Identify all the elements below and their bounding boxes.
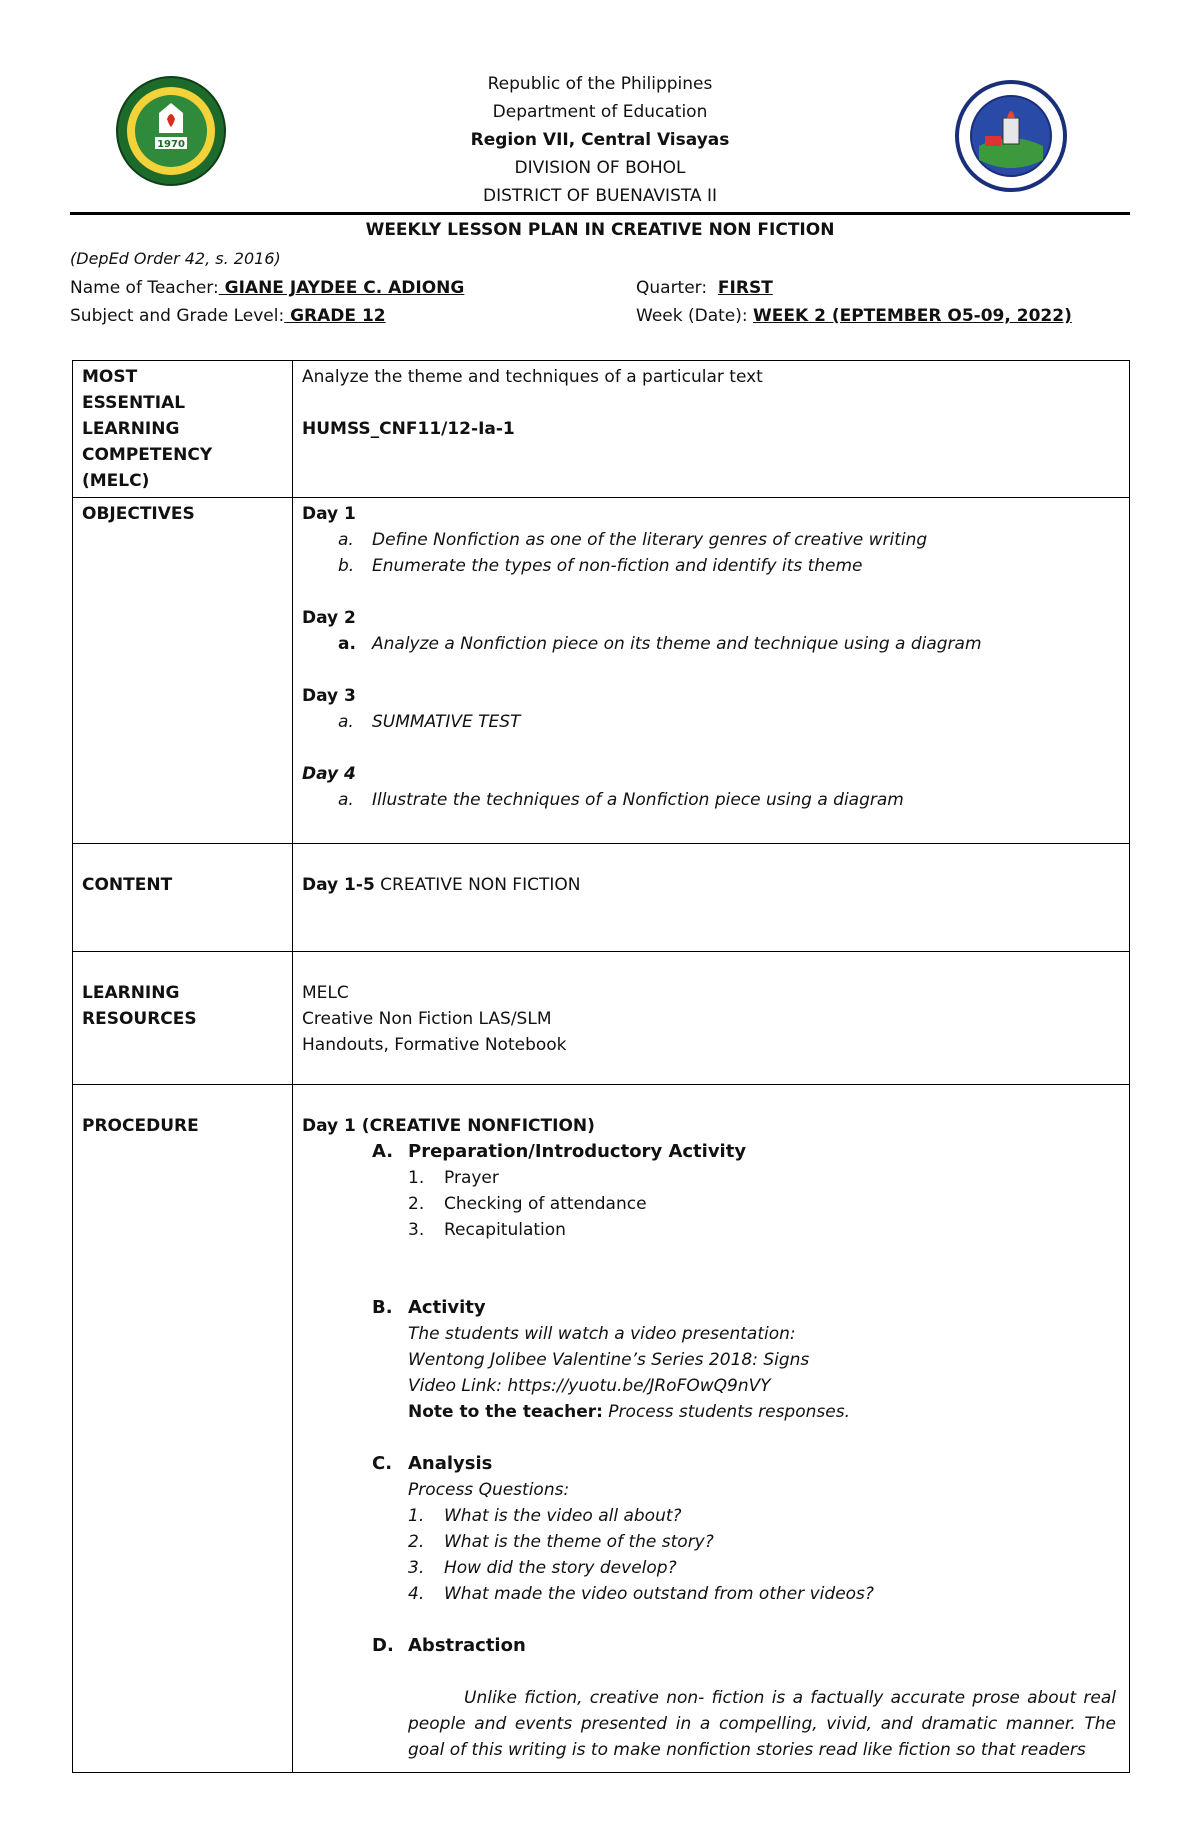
content-day: Day 1-5 — [302, 875, 375, 895]
plan-title: WEEKLY LESSON PLAN IN CREATIVE NON FICTION — [365, 220, 835, 240]
week-value: WEEK 2 (EPTEMBER O5-09, 2022) — [753, 306, 1072, 326]
objective-item: a. Define Nonfiction as one of the literary genres of creative writing — [338, 530, 928, 550]
melc-label-line: MOST — [82, 367, 138, 387]
analysis-intro: Process Questions: — [408, 1480, 570, 1500]
objectives-day: Day 1 — [302, 504, 356, 524]
letterhead-line-2: Department of Education — [492, 102, 708, 122]
content-label: CONTENT — [73, 844, 293, 952]
school-seal-logo — [115, 75, 227, 187]
process-question: 4. What made the video outstand from other videos? — [408, 1584, 874, 1604]
subject-row — [70, 306, 386, 326]
subject-value: GRADE 12 — [284, 306, 386, 326]
abstraction-paragraph: Unlike fiction, creative non- fiction is a factually accurate prose about real people and events presented in a compelling, vivid, and dramatic manner. The goal of this writing is to make nonfiction stories read like fiction so that readers — [408, 1688, 1116, 1760]
process-question: 1. What is the video all about? — [408, 1506, 682, 1526]
letterhead-district: DISTRICT OF BUENAVISTA II — [483, 186, 717, 206]
resource-item: MELC — [302, 983, 349, 1003]
objective-item: a. Analyze a Nonfiction piece on its theme and technique using a diagram — [338, 634, 982, 654]
melc-row — [73, 361, 1130, 498]
letterhead-division: DIVISION OF BOHOL — [514, 158, 686, 178]
week-label: Week (Date): — [636, 306, 748, 326]
section-a-item: 2. Checking of attendance — [408, 1194, 647, 1214]
quarter-value: FIRST — [717, 278, 773, 298]
section-a-item: 1. Prayer — [408, 1168, 499, 1188]
melc-label-line: ESSENTIAL — [82, 393, 186, 413]
header-divider — [70, 212, 1130, 215]
content-cell — [293, 844, 1130, 952]
melc-label-line: (MELC) — [82, 471, 150, 491]
section-a-item: 3. Recapitulation — [408, 1220, 566, 1240]
objectives-cell — [293, 498, 1130, 844]
subject-label: Subject and Grade Level: — [70, 306, 285, 326]
teacher-name: GIANE JAYDEE C. ADIONG — [218, 278, 465, 298]
section-c-heading: C. Analysis — [372, 1453, 493, 1474]
section-d-heading: D. Abstraction — [372, 1635, 526, 1656]
section-b-heading: B. Activity — [372, 1297, 486, 1318]
process-question: 3. How did the story develop? — [408, 1558, 677, 1578]
objectives-day: Day 4 — [302, 764, 356, 784]
procedure-label: PROCEDURE — [73, 1085, 293, 1773]
week-row — [636, 306, 1072, 326]
objectives-row — [73, 498, 1130, 844]
melc-label-line: COMPETENCY — [82, 445, 213, 465]
resources-label-line: LEARNING — [82, 983, 180, 1003]
melc-cell — [293, 361, 1130, 498]
video-link[interactable]: Video Link: https://yuotu.be/JRoFOwQ9nVY — [408, 1376, 771, 1396]
content-row — [73, 844, 1130, 952]
resources-cell — [293, 952, 1130, 1085]
teacher-row — [70, 278, 464, 298]
melc-label — [73, 361, 293, 498]
activity-line: The students will watch a video presentation: — [408, 1324, 796, 1344]
section-a-heading: A. Preparation/Introductory Activity — [372, 1141, 747, 1162]
deped-order: (DepEd Order 42, s. 2016) — [70, 249, 281, 268]
objective-item: a. Illustrate the techniques of a Nonfiction piece using a diagram — [338, 790, 904, 810]
procedure-cell — [293, 1085, 1130, 1773]
procedure-row — [73, 1085, 1130, 1773]
melc-code: HUMSS_CNF11/12-Ia-1 — [302, 419, 515, 439]
teacher-label: Name of Teacher: — [70, 278, 219, 298]
quarter-label: Quarter: — [636, 278, 708, 298]
objectives-day: Day 2 — [302, 608, 356, 628]
letterhead-region: Region VII, Central Visayas — [470, 130, 730, 150]
letterhead — [300, 70, 900, 210]
quarter-row — [636, 278, 773, 298]
procedure-day-heading: Day 1 (CREATIVE NONFICTION) — [302, 1116, 595, 1136]
teacher-note: Note to the teacher: Process students responses. — [408, 1402, 850, 1422]
lesson-plan-table — [72, 360, 1130, 1773]
melc-label-line: LEARNING — [82, 419, 180, 439]
resource-item: Handouts, Formative Notebook — [302, 1035, 567, 1055]
melc-text: Analyze the theme and techniques of a particular text — [302, 367, 763, 387]
resources-label — [73, 952, 293, 1085]
objectives-day: Day 3 — [302, 686, 356, 706]
letterhead-line-1: Republic of the Philippines — [487, 74, 713, 94]
objectives-label: OBJECTIVES — [73, 498, 293, 844]
resources-row — [73, 952, 1130, 1085]
objective-item: b. Enumerate the types of non-fiction and identify its theme — [338, 556, 863, 576]
resources-label-line: RESOURCES — [82, 1009, 197, 1029]
deped-seal-logo — [955, 80, 1067, 192]
content-text: CREATIVE NON FICTION — [374, 875, 581, 895]
activity-line: Wentong Jolibee Valentine’s Series 2018: Signs — [408, 1350, 810, 1370]
svg-text:1970: 1970 — [157, 139, 185, 150]
process-question: 2. What is the theme of the story? — [408, 1532, 714, 1552]
objective-item: a. SUMMATIVE TEST — [338, 712, 521, 732]
resource-item: Creative Non Fiction LAS/SLM — [302, 1009, 552, 1029]
